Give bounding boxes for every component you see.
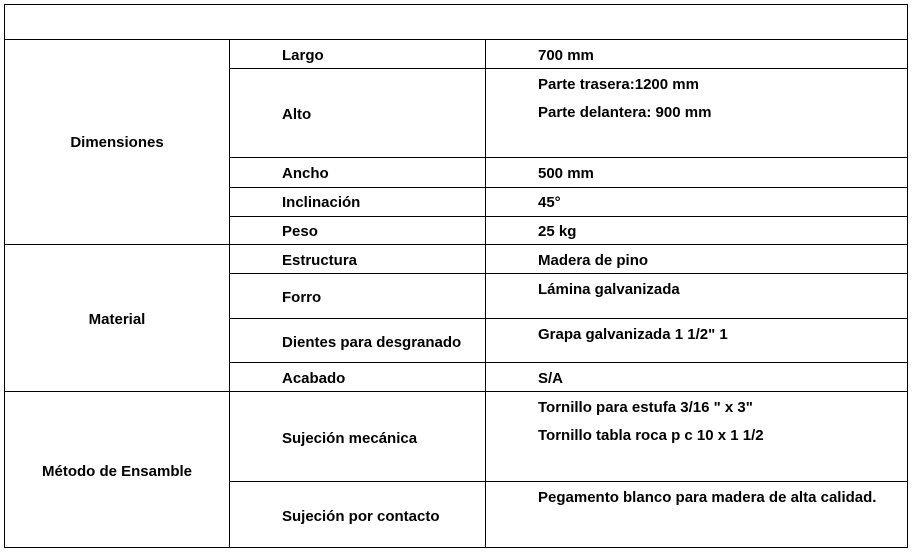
- value-alto-delantera: Parte delantera: 900 mm: [538, 104, 712, 121]
- table-header-row: [5, 5, 907, 39]
- value-largo: 700 mm: [538, 47, 594, 64]
- value-inclinacion: 45°: [538, 194, 561, 211]
- value-sujecion-mecanica-2: Tornillo tabla roca p c 10 x 1 1/2: [538, 427, 764, 444]
- property-estructura: Estructura: [282, 252, 358, 269]
- category-dimensiones: Dimensiones: [70, 134, 164, 151]
- property-ancho: Ancho: [282, 165, 329, 182]
- property-inclinacion: Inclinación: [282, 194, 361, 211]
- value-sujecion-contacto: Pegamento blanco para madera de alta calidad.: [538, 489, 877, 506]
- value-alto-trasera: Parte trasera:1200 mm: [538, 76, 699, 93]
- property-peso: Peso: [282, 223, 318, 240]
- property-dientes: Dientes para desgranado: [282, 334, 462, 351]
- property-sujecion-mecanica: Sujeción mecánica: [282, 430, 418, 447]
- property-sujecion-contacto: Sujeción por contacto: [282, 508, 440, 525]
- value-estructura: Madera de pino: [538, 252, 649, 269]
- value-ancho: 500 mm: [538, 165, 594, 182]
- value-sujecion-mecanica-1: Tornillo para estufa 3/16 " x 3": [538, 399, 753, 416]
- property-alto: Alto: [282, 106, 312, 123]
- value-forro: Lámina galvanizada: [538, 281, 680, 298]
- property-forro: Forro: [282, 289, 322, 306]
- category-material: Material: [88, 311, 146, 328]
- value-peso: 25 kg: [538, 223, 577, 240]
- value-dientes: Grapa galvanizada 1 1/2" 1: [538, 326, 728, 343]
- value-acabado: S/A: [538, 370, 564, 387]
- property-largo: Largo: [282, 47, 324, 64]
- specifications-table: [4, 4, 908, 548]
- property-acabado: Acabado: [282, 370, 346, 387]
- category-metodo-ensamble: Método de Ensamble: [41, 463, 193, 480]
